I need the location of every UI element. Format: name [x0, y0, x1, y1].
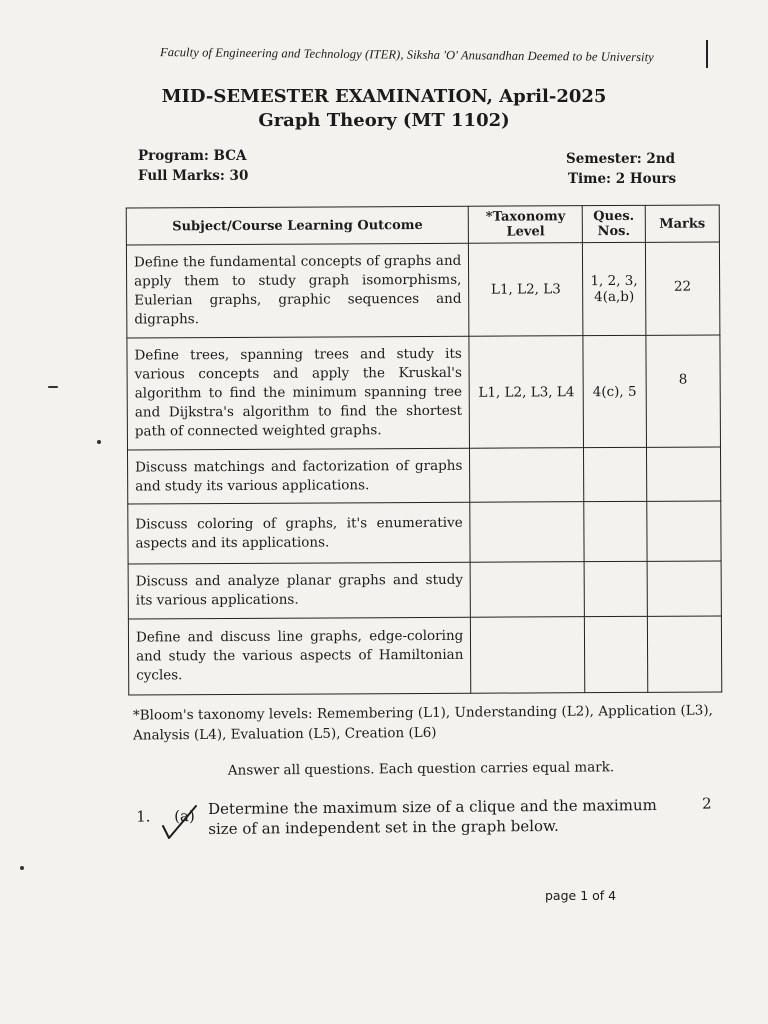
question-marks: 2 — [701, 794, 712, 813]
full-marks-label: Full Marks: 30 — [138, 168, 249, 184]
header-ques: Ques. Nos. — [582, 205, 645, 242]
outcome-cell: Define trees, spanning trees and study its various concepts and apply the Kruskal's algorithm to find the minimum spanning tree and Dijkstra's algorithm to find the shortest path of connected weighted graphs. — [127, 336, 470, 450]
program-label: Program: BCA — [138, 148, 247, 164]
marks-cell — [646, 447, 721, 501]
exam-title: MID-SEMESTER EXAMINATION, April-2025 — [161, 86, 607, 107]
exam-instruction: Answer all questions. Each question carries equal mark. — [227, 759, 615, 779]
table-row — [128, 501, 721, 564]
handwritten-check-icon — [160, 804, 210, 844]
taxonomy-note: *Bloom's taxonomy levels: Remembering (L1), Understanding (L2), Application (L3), Analysis (L4), Evaluation (L5), Creation (L6) — [132, 702, 713, 744]
taxonomy-cell — [471, 617, 585, 694]
time-label: Time: 2 Hours — [568, 171, 677, 187]
header-outcome: Subject/Course Learning Outcome — [126, 206, 468, 245]
ques-cell — [584, 561, 647, 616]
marks-cell — [647, 561, 722, 616]
taxonomy-cell — [470, 502, 584, 563]
ink-speck — [48, 386, 58, 388]
semester-label: Semester: 2nd — [566, 151, 676, 167]
table-header-row — [126, 205, 719, 245]
institution-header: Faculty of Engineering and Technology (ITER), Siksha 'O' Anusandhan Deemed to be University — [159, 45, 654, 65]
learning-outcome-table — [126, 204, 723, 695]
ques-cell — [585, 616, 648, 692]
table-row — [126, 242, 719, 338]
header-marks: Marks — [645, 205, 719, 242]
taxonomy-cell: L1, L2, L3 — [469, 243, 583, 337]
table-row — [128, 561, 721, 619]
marks-cell: 8 — [646, 335, 721, 447]
outcome-cell: Discuss matchings and factorization of graphs and study its various applications. — [127, 448, 470, 504]
taxonomy-cell — [470, 562, 584, 618]
ques-cell — [584, 447, 647, 501]
question-text: Determine the maximum size of a clique and the maximum size of an independent set in the graph below. — [208, 796, 657, 839]
exam-subject: Graph Theory (MT 1102) — [258, 110, 510, 131]
page-number: page 1 of 4 — [545, 888, 617, 903]
table-row — [127, 335, 721, 450]
header-taxonomy: *Taxonomy Level — [469, 206, 583, 244]
ink-speck — [20, 866, 24, 870]
marks-cell — [647, 616, 722, 692]
question-number: 1. — [136, 807, 151, 826]
outcome-cell: Define and discuss line graphs, edge-coloring and study the various aspects of Hamiltonian cycles. — [128, 617, 471, 695]
ques-cell — [584, 501, 647, 561]
marks-cell: 22 — [645, 242, 720, 335]
question-1 — [136, 794, 726, 839]
ques-cell: 4(c), 5 — [583, 335, 646, 447]
outcome-cell: Discuss coloring of graphs, it's enumerative aspects and its applications. — [128, 502, 471, 564]
outcome-cell: Discuss and analyze planar graphs and study its various applications. — [128, 562, 471, 619]
outcome-cell: Define the fundamental concepts of graphs and apply them to study graph isomorphisms, Eulerian graphs, graphic sequences and digraphs. — [126, 243, 469, 338]
header-divider — [706, 40, 708, 68]
taxonomy-cell: L1, L2, L3, L4 — [469, 336, 583, 449]
taxonomy-cell — [470, 448, 584, 503]
marks-cell — [647, 501, 722, 561]
ink-speck — [97, 440, 101, 444]
ques-cell: 1, 2, 3, 4(a,b) — [583, 242, 646, 335]
question-part: (a) — [174, 807, 195, 826]
table-row — [127, 447, 720, 504]
table-row — [128, 616, 721, 695]
